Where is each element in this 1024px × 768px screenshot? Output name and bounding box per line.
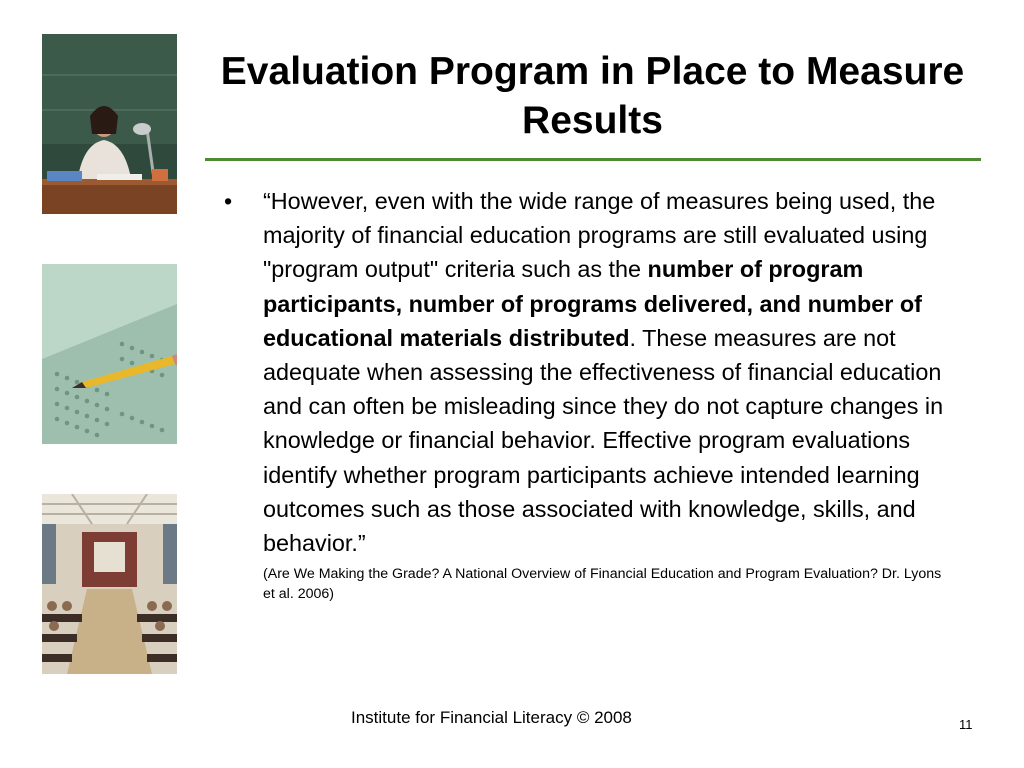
quote-bullet	[220, 184, 980, 560]
bullet-icon: •	[224, 188, 233, 214]
slide-number: 11	[959, 717, 973, 732]
quote-text-end: . These measures are not adequate when assessing the effectiveness of financial education and can often be misleading since they do not capture changes in knowledge or financial behavior. Effective program evaluations identify whether program participants achieve intended learning outcomes such as those associated with knowledge, skills, and behavior.”	[263, 324, 944, 557]
quote-text-start: “However, even with the wide range of measures being used, the majority of financial education programs are still evaluated using "program output" criteria such as the	[263, 188, 936, 283]
slide-body	[220, 184, 980, 604]
quote-paragraph	[263, 184, 980, 560]
quote-text-bold: number of program participants, number of programs delivered, and number of educational materials distributed	[263, 256, 922, 351]
footer-copyright: Institute for Financial Literacy © 2008	[351, 708, 632, 727]
slide-title: Evaluation Program in Place to Measure Results	[220, 50, 965, 142]
quote-citation: (Are We Making the Grade? A National Overview of Financial Education and Program Evaluation? Dr. Lyons et al. 2006)	[263, 566, 942, 603]
teacher-at-desk-photo	[42, 34, 177, 214]
title-divider-line	[205, 158, 981, 161]
lecture-hall-photo	[42, 494, 177, 674]
test-answer-sheet-photo	[42, 264, 177, 444]
